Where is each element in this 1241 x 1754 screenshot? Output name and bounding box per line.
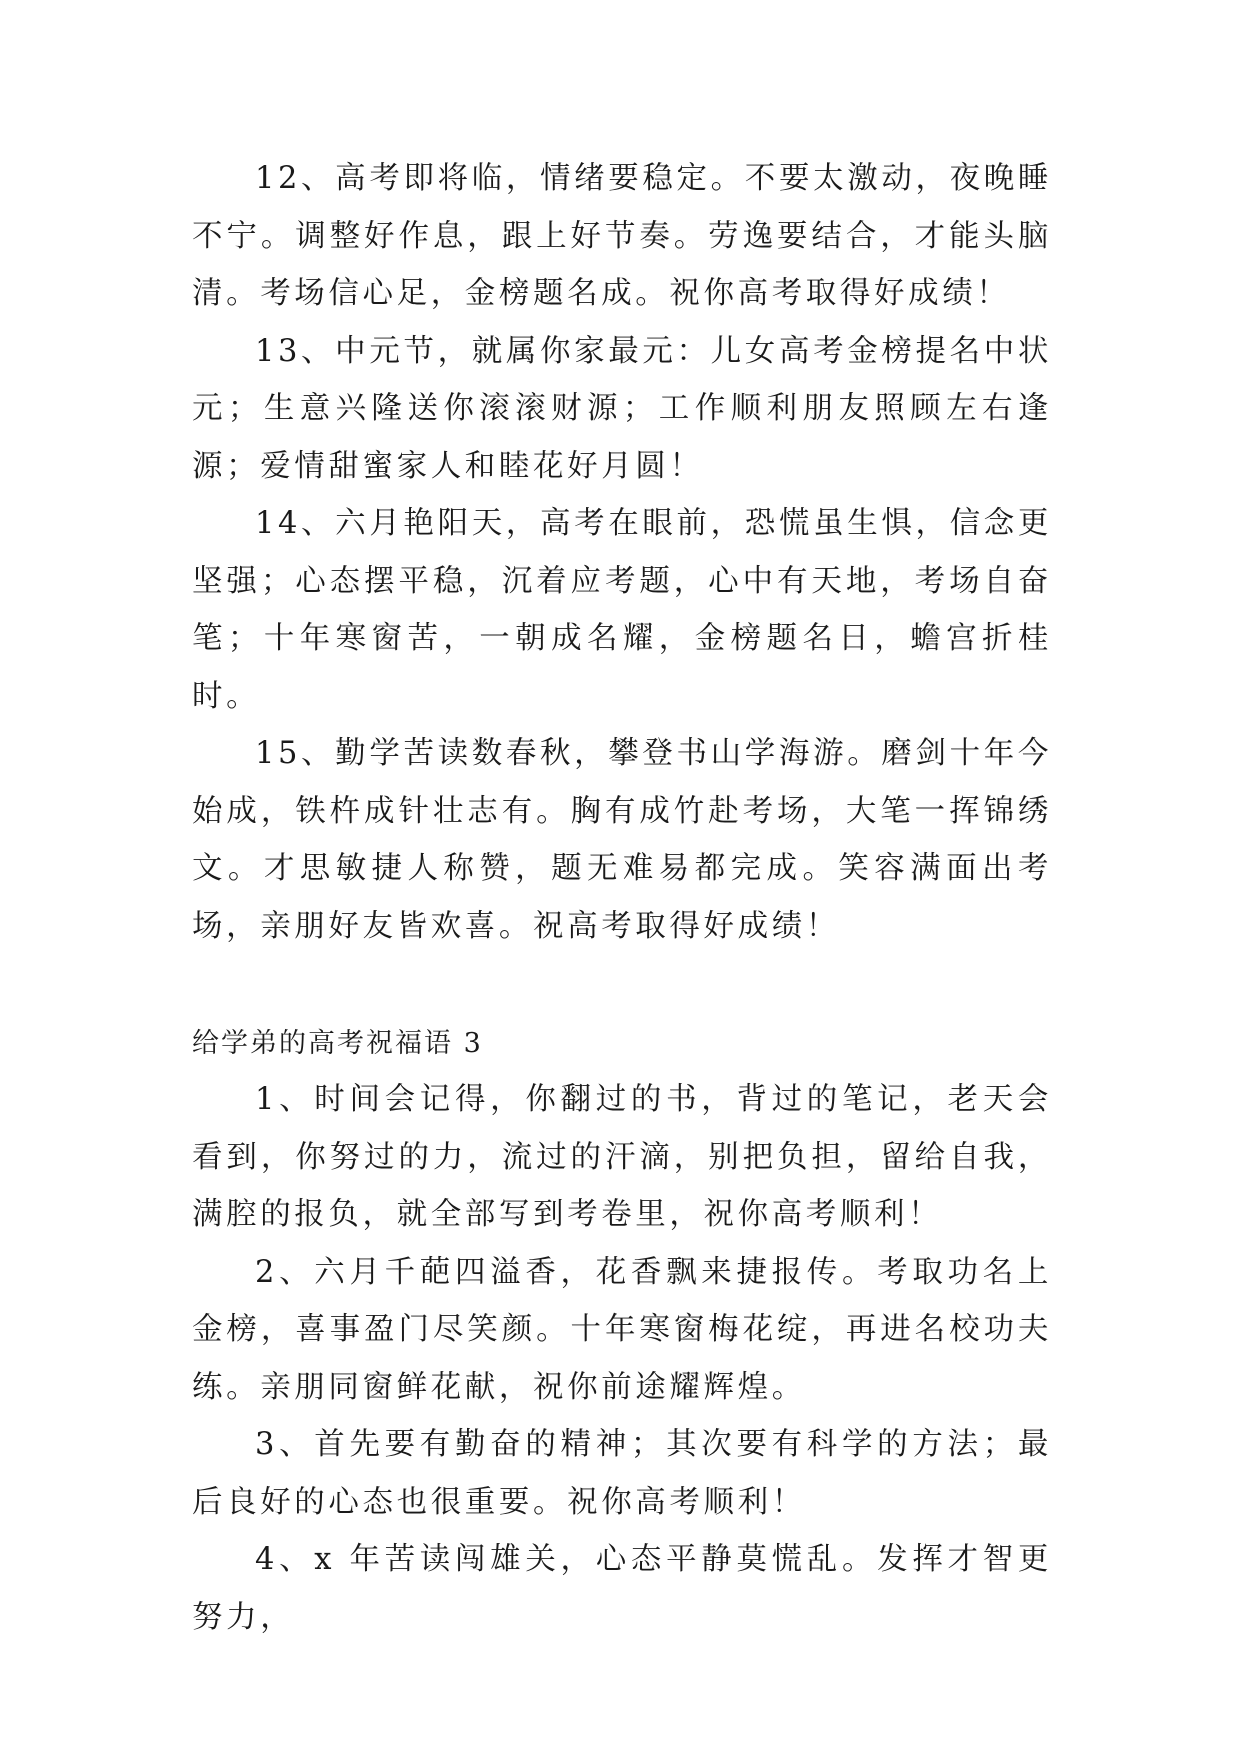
document-page bbox=[192, 150, 1052, 1646]
paragraph-item-15: 15、勤学苦读数春秋，攀登书山学海游。磨剑十年今始成，铁杵成针壮志有。胸有成竹赴考场，大笔一挥锦绣文。才思敏捷人称赞，题无难易都完成。笑容满面出考场，亲朋好友皆欢喜。祝高考取得好成绩！ bbox=[192, 736, 1052, 944]
section-heading: 给学弟的高考祝福语 3 bbox=[192, 1028, 483, 1059]
paragraph-item-13: 13、中元节，就属你家最元：儿女高考金榜提名中状元；生意兴隆送你滚滚财源；工作顺利朋友照顾左右逢源；爱情甜蜜家人和睦花好月圆！ bbox=[192, 333, 1052, 484]
paragraph-item-14: 14、六月艳阳天，高考在眼前，恐慌虽生惧，信念更坚强；心态摆平稳，沉着应考题，心中有天地，考场自奋笔；十年寒窗苦，一朝成名耀，金榜题名日，蟾宫折桂时。 bbox=[192, 506, 1052, 714]
paragraph-item-1: 1、时间会记得，你翻过的书，背过的笔记，老天会看到，你努过的力，流过的汗滴，别把负担，留给自我，满腔的报负，就全部写到考卷里，祝你高考顺利！ bbox=[192, 1082, 1052, 1232]
paragraph-item-4: 4、x 年苦读闯雄关，心态平静莫慌乱。发挥才智更努力， bbox=[192, 1542, 1052, 1635]
paragraph-item-12: 12、高考即将临，情绪要稳定。不要太激动，夜晚睡不宁。调整好作息，跟上好节奏。劳逸要结合，才能头脑清。考场信心足，金榜题名成。祝你高考取得好成绩！ bbox=[192, 161, 1052, 311]
paragraph-item-3: 3、首先要有勤奋的精神；其次要有科学的方法；最后良好的心态也很重要。祝你高考顺利！ bbox=[192, 1427, 1052, 1520]
paragraph-item-2: 2、六月千葩四溢香，花香飘来捷报传。考取功名上金榜，喜事盈门尽笑颜。十年寒窗梅花绽，再进名校功夫练。亲朋同窗鲜花献，祝你前途耀辉煌。 bbox=[192, 1254, 1052, 1405]
